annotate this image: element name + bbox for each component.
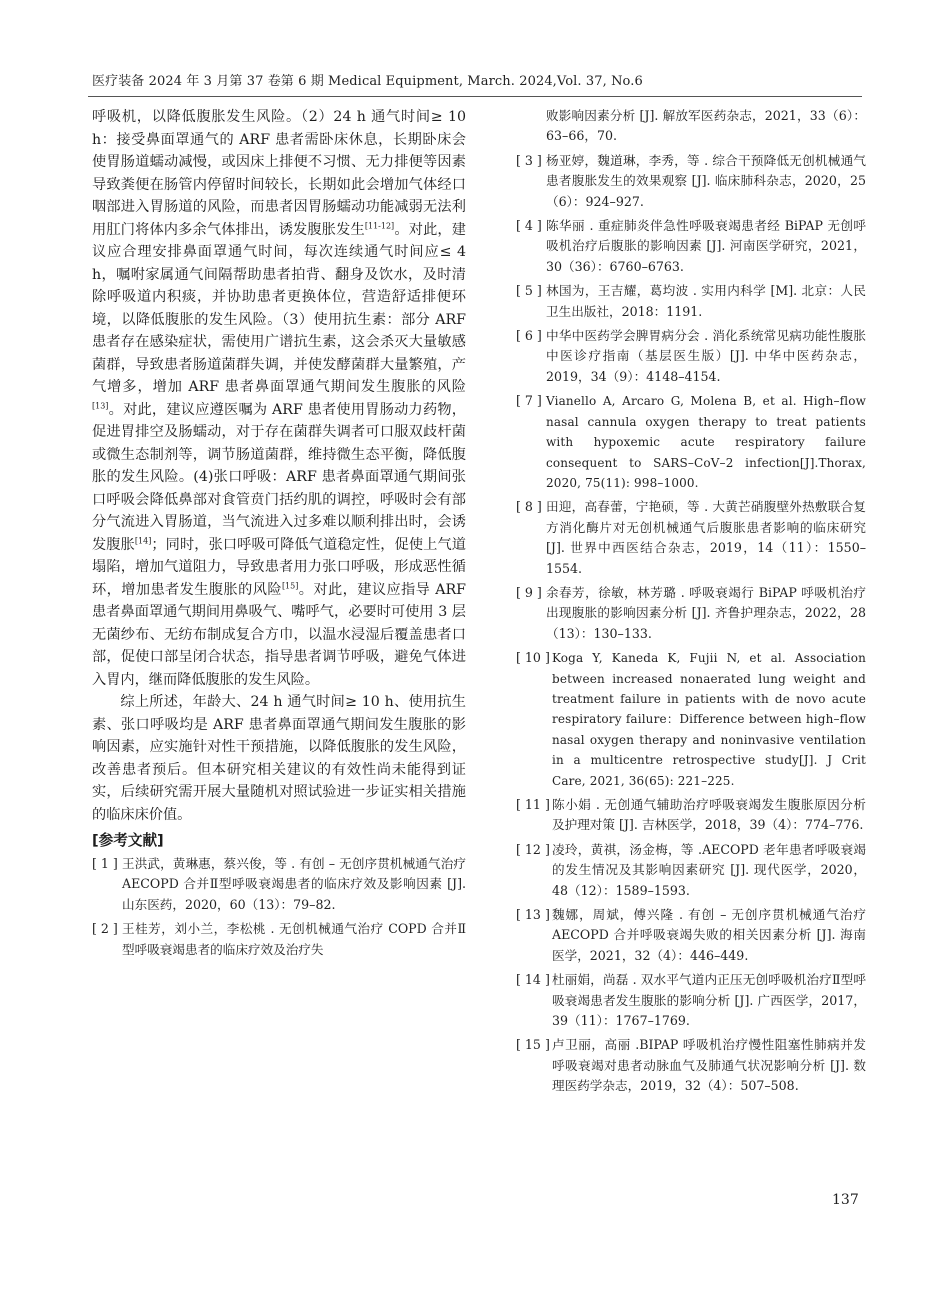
reference-text: 魏娜，周斌，傅兴隆 . 有创 – 无创序贯机械通气治疗 AECOPD 合并呼吸衰竭失败的相关因素分析 [J]. 海南医学，2021，32（4）：446–449.	[552, 907, 866, 963]
running-header: 医疗装备 2024 年 3 月第 37 卷第 6 期 Medical Equipment, March. 2024,Vol. 37, No.6	[92, 74, 643, 89]
reference-item-9	[516, 583, 866, 644]
reference-number: [ 8 ]	[516, 499, 542, 515]
body-paragraph-1	[92, 106, 466, 691]
body-paragraph-2: 综上所述，年龄大、24 h 通气时间≥ 10 h、使用抗生素、张口呼吸均是 ARF 患者鼻面罩通气期间发生腹胀的影响因素，应实施针对性干预措施，以降低腹胀的发生风险，改善患者预后。但本研究相关建议的有效性尚未能得到证实，后续研究需开展大量随机对照试验进一步证实相关措施的临床床价值。	[92, 694, 466, 823]
reference-item-13	[516, 905, 866, 966]
reference-number: [ 11 ]	[516, 797, 550, 812]
reference-text: 陈华丽 . 重症肺炎伴急性呼吸衰竭患者经 BiPAP 无创呼吸机治疗后腹胀的影响因素 [J]. 河南医学研究，2021，30（36）：6760–6763.	[546, 218, 866, 274]
right-column	[516, 106, 866, 1101]
reference-text: 王桂芳，刘小兰，李松桃 . 无创机械通气治疗 COPD 合并Ⅱ型呼吸衰竭患者的临床疗效及治疗失	[122, 921, 466, 957]
reference-text: Vianello A, Arcaro G, Molena B, et al. High–flow nasal cannula oxygen therapy to treat patients with hypoxemic acute respiratory failure consequent to SARS–CoV–2 infection[J].Thorax, 2020, 75(11): 998–1000.	[546, 394, 866, 490]
reference-number: [ 10 ]	[516, 650, 550, 666]
reference-number: [ 5 ]	[516, 283, 542, 299]
reference-item-14	[516, 970, 866, 1031]
page-number: 137	[832, 1192, 859, 1208]
citation: [14]	[134, 535, 152, 545]
reference-number: [ 1 ]	[92, 856, 118, 871]
text-run: 。对此，建议应遵医嘱为 ARF 患者使用胃肠动力药物，促进胃排空及肠蠕动，对于存在菌群失调者可口服双歧杆菌或微生态制剂等，调节肠道菌群，维持微生态平衡，降低腹胀的发生风险。(4)张口呼吸：ARF 患者鼻面罩通气期间张口呼吸会降低鼻部对食管贲门括约肌的调控，呼吸时会有部分气流进入胃肠道，当气流进入过多难以顺利排出时，会诱发腹胀	[92, 401, 466, 553]
references-heading: [参考文献]	[92, 832, 164, 849]
reference-text: 田迎，高春蕾，宁艳硕，等 . 大黄芒硝腹壁外热敷联合复方消化酶片对无创机械通气后腹胀患者影响的临床研究 [J]. 世界中西医结合杂志，2019，14（11）：1550–1554.	[546, 499, 866, 576]
reference-number: [ 3 ]	[516, 152, 542, 168]
left-column	[92, 106, 466, 964]
reference-number: [ 15 ]	[516, 1037, 550, 1053]
reference-item-2-continued: 败影响因素分析 [J]. 解放军医药杂志，2021，33（6）：63–66，70.	[546, 108, 866, 144]
reference-text: Koga Y, Kaneda K, Fujii N, et al. Association between increased nonaerated lung weight and treatment failure in patients with de novo acute respiratory failure：Difference between high–flow nasal oxygen therapy and noninvasive ventilation in a multicentre retrospective study[J]. J Crit Care, 2021, 36(65): 221–225.	[552, 651, 866, 788]
citation: [15]	[281, 580, 299, 590]
reference-item-1	[92, 854, 466, 915]
reference-item-3	[516, 151, 866, 212]
reference-item-10	[516, 648, 866, 791]
reference-number: [ 6 ]	[516, 328, 542, 344]
reference-item-2	[92, 919, 466, 960]
reference-text: 中华中医药学会脾胃病分会 . 消化系统常见病功能性腹胀中医诊疗指南（基层医生版）[J]. 中华中医药杂志，2019，34（9）：4148–4154.	[546, 328, 866, 384]
reference-item-15	[516, 1035, 866, 1096]
reference-text: 凌玲，黄祺，汤金梅，等 .AECOPD 老年患者呼吸衰竭的发生情况及其影响因素研究 [J]. 现代医学，2020，48（12）：1589–1593.	[552, 841, 866, 898]
reference-text: 杨亚婷，魏道琳，李秀，等 . 综合干预降低无创机械通气患者腹胀发生的效果观察 [J]. 临床肺科杂志，2020，25（6）：924–927.	[546, 152, 866, 209]
header-divider	[88, 96, 862, 97]
text-run: 呼吸机，以降低腹胀发生风险。（2）24 h 通气时间≥ 10 h：接受鼻面罩通气的 ARF 患者需卧床休息，长期卧床会使胃肠道蠕动减慢，或因床上排便不习惯、无力排便等因素导致粪便在肠管内停留时间较长，长期如此会增加气体经口咽部进入胃肠道的风险，而患者因胃肠蠕动功能减弱无法利用肛门将体内多余气体排出，诱发腹胀发生	[92, 109, 466, 238]
reference-text: 余春芳，徐敏，林芳璐 . 呼吸衰竭行 BiPAP 呼吸机治疗出现腹胀的影响因素分析 [J]. 齐鲁护理杂志，2022，28（13）：130–133.	[546, 584, 866, 641]
reference-number: [ 14 ]	[516, 972, 550, 988]
reference-text: 林国为，王吉耀，葛均波 . 实用内科学 [M]. 北京：人民卫生出版社，2018：1191.	[546, 283, 866, 319]
citation: [11-12]	[364, 220, 395, 230]
reference-number: [ 7 ]	[516, 393, 542, 409]
reference-number: [ 4 ]	[516, 218, 542, 234]
citation: [13]	[92, 400, 109, 410]
reference-text: 卢卫丽，高丽 .BIPAP 呼吸机治疗慢性阻塞性肺病并发呼吸衰竭对患者动脉血气及肺通气状况影响分析 [J]. 数理医药学杂志，2019，32（4）：507–508.	[552, 1037, 866, 1094]
reference-item-4	[516, 216, 866, 277]
text-run: 。对此，建议应合理安排鼻面罩通气时间，每次连续通气时间应≤ 4 h，嘱咐家属通气间隔帮助患者拍背、翻身及饮水，及时清除呼吸道内积痰，并协助患者更换体位，营造舒适排便环境，以降低腹胀的发生风险。（3）使用抗生素：部分 ARF 患者存在感染症状，需使用广谱抗生素，这会杀灭大量敏感菌群，导致患者肠道菌群失调，并使发酵菌群大量繁殖，产气增多，增加 ARF 患者鼻面罩通气期间发生腹胀的风险	[92, 221, 466, 395]
reference-number: [ 2 ]	[92, 921, 118, 937]
reference-item-12	[516, 840, 866, 901]
reference-text: 陈小娟 . 无创通气辅助治疗呼吸衰竭发生腹胀原因分析及护理对策 [J]. 吉林医学，2018，39（4）：774–776.	[552, 797, 866, 833]
reference-item-7	[516, 391, 866, 493]
reference-item-5	[516, 281, 866, 322]
reference-item-8	[516, 497, 866, 579]
reference-text: 王洪武，黄琳惠，蔡兴俊，等 . 有创 – 无创序贯机械通气治疗 AECOPD 合并Ⅱ型呼吸衰竭患者的临床疗效及影响因素 [J]. 山东医药，2020，60（13）：79–82.	[122, 856, 466, 912]
reference-number: [ 13 ]	[516, 907, 550, 923]
reference-text: 杜丽娟，尚磊 . 双水平气道内正压无创呼吸机治疗Ⅱ型呼吸衰竭患者发生腹胀的影响分析 [J]. 广西医学，2017，39（11）：1767–1769.	[552, 972, 866, 1029]
text-run: 。对此，建议应指导 ARF 患者鼻面罩通气期间用鼻吸气、嘴呼气，必要时可使用 3 层无菌纱布、无纺布制成复合方巾，以温水浸湿后覆盖患者口部，促使口部呈闭合状态，指导患者调节呼吸，避免气体进入胃内，继而降低腹胀的发生风险。	[92, 581, 466, 688]
reference-item-6	[516, 326, 866, 387]
text-run: ；同时，张口呼吸可降低气道稳定性，促使上气道塌陷，增加气道阻力，导致患者用力张口呼吸，形成恶性循环，增加患者发生腹胀的风险	[92, 536, 466, 598]
reference-item-11	[516, 795, 866, 836]
reference-number: [ 12 ]	[516, 841, 550, 857]
reference-number: [ 9 ]	[516, 584, 542, 600]
